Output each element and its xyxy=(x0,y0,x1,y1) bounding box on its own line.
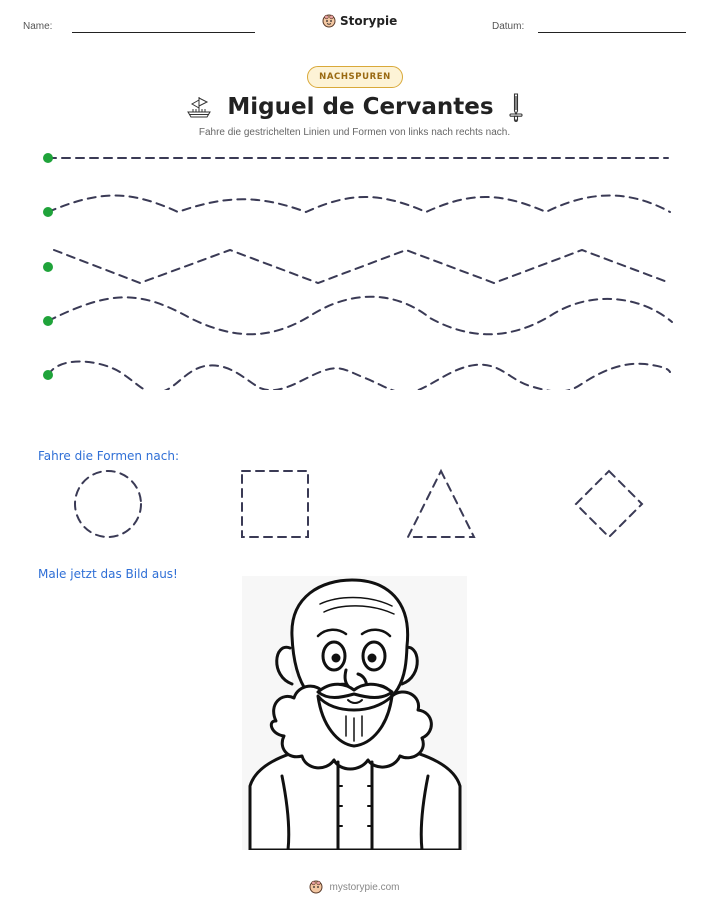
tracing-line-wave[interactable] xyxy=(48,196,670,213)
page-title: Miguel de Cervantes xyxy=(227,94,494,120)
start-dot xyxy=(43,207,53,217)
brand-logo xyxy=(322,14,397,28)
tracing-lines xyxy=(0,140,709,390)
trace-diamond[interactable] xyxy=(576,471,642,537)
footer-url[interactable]: mystorypie.com xyxy=(329,881,400,893)
sword-icon xyxy=(508,92,524,122)
storypie-mascot-icon xyxy=(322,14,336,28)
ship-icon xyxy=(185,94,213,120)
tracing-line-zigzag[interactable] xyxy=(54,250,670,283)
footer xyxy=(0,880,709,894)
tracing-shapes xyxy=(0,462,709,547)
date-label: Datum: xyxy=(492,21,525,32)
start-dot xyxy=(43,316,53,326)
date-line[interactable] xyxy=(538,32,686,33)
start-dot xyxy=(43,153,53,163)
start-dot xyxy=(43,262,53,272)
storypie-mascot-icon xyxy=(309,880,323,894)
name-label: Name: xyxy=(23,21,53,32)
brand-name: Storypie xyxy=(340,14,398,28)
trace-circle[interactable] xyxy=(75,471,141,537)
instruction-text: Fahre die gestrichelten Linien und Formen von links nach rechts nach. xyxy=(198,127,511,138)
activity-badge: NACHSPUREN xyxy=(307,66,403,88)
trace-square[interactable] xyxy=(242,471,308,537)
tracing-line-bumpy-wave[interactable] xyxy=(48,361,670,390)
cervantes-coloring-image[interactable] xyxy=(242,576,467,850)
coloring-section-label: Male jetzt das Bild aus! xyxy=(38,567,178,581)
tracing-line-large-wave[interactable] xyxy=(48,297,672,335)
name-line[interactable] xyxy=(72,32,255,33)
shapes-section-label: Fahre die Formen nach: xyxy=(38,449,180,463)
trace-triangle[interactable] xyxy=(408,471,474,537)
start-dot xyxy=(43,370,53,380)
title-row xyxy=(0,92,709,122)
